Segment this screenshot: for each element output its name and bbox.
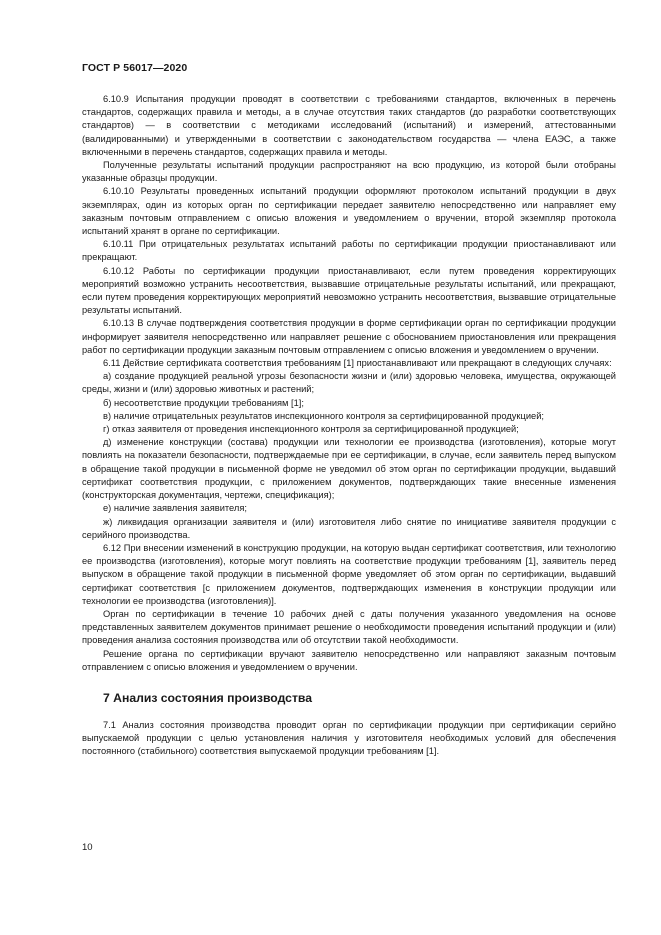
- list-item: е) наличие заявления заявителя;: [103, 503, 247, 514]
- paragraph: 7.1 Анализ состояния производства проводит орган по сертификации продукции при сертификации серийно выпускаемой продукции с целью установления наличия у изготовителя необходимых условий для обеспечения постоянного (стабильного) соответствия выпускаемой продукции требованиям [1].: [82, 719, 616, 757]
- paragraph: 6.11 Действие сертификата соответствия требованиям [1] приостанавливают или прекращают в следующих случаях:: [103, 358, 612, 369]
- page-number: 10: [82, 842, 93, 853]
- paragraph: Орган по сертификации в течение 10 рабочих дней с даты получения указанного уведомления на основе представленных заявителем документов принимает решение о необходимости проведения испытаний продукции и (или) проведения анализа состояния производства или об отсутствии такой необходимости.: [82, 608, 616, 646]
- list-item: б) несоответствие продукции требованиям [1];: [103, 397, 304, 408]
- standard-code-header: ГОСТ Р 56017—2020: [82, 62, 188, 74]
- list-item: ж) ликвидация организации заявителя и (или) изготовителя либо снятие по инициативе заявителя продукции с серийного производства.: [82, 516, 616, 540]
- list-item: а) создание продукцией реальной угрозы безопасности жизни и (или) здоровью человека, имущества, окружающей среды, жизни и (или) здоровью животных и растений;: [82, 371, 616, 395]
- list-item: в) наличие отрицательных результатов инспекционного контроля за сертифицированной продукцией;: [103, 410, 544, 421]
- body-text: [82, 93, 616, 759]
- paragraph: 6.10.12 Работы по сертификации продукции приостанавливают, если путем проведения корректирующих мероприятий возможно устранить несоответствия, вызвавшие отрицательные результаты испытаний, или прекращают, если путем проведения корректирующих мероприятий невозможно устранить несоответствия, вызвавшие отрицательные результаты испытаний.: [82, 265, 616, 316]
- section-heading: 7 Анализ состояния производства: [103, 690, 313, 705]
- paragraph: Решение органа по сертификации вручают заявителю непосредственно или направляют заказным почтовым отправлением с описью вложения и уведомлением о вручении.: [82, 648, 616, 672]
- paragraph: 6.10.11 При отрицательных результатах испытаний работы по сертификации продукции приостанавливают или прекращают.: [82, 239, 616, 263]
- list-item: г) отказ заявителя от проведения инспекционного контроля за сертифицированной продукцией;: [103, 424, 519, 435]
- paragraph: 6.12 При внесении изменений в конструкцию продукции, на которую выдан сертификат соответствия, или технологию ее производства (изготовления), которые могут повлиять на соответствие продукции требованиям [1], заявитель перед выпуском в обращение такой продукции в письменной форме уведомляет об этом орган по сертификации, выдавший сертификат соответствия [с приложением документов, подтверждающих изменения в конструкции продукции или технологии ее производства (изготовления)].: [82, 542, 616, 606]
- paragraph: 6.10.10 Результаты проведенных испытаний продукции оформляют протоколом испытаний продукции в двух экземплярах, один из которых орган по сертификации передает заявителю непосредственно или направляет ему заказным почтовым отправлением с описью вложения и уведомлением о вручении, второй экземпляр протокола испытаний хранят в органе по сертификации.: [82, 186, 616, 237]
- paragraph: 6.10.9 Испытания продукции проводят в соответствии с требованиями стандартов, включенных в перечень стандартов, содержащих правила и методы, а в случае отсутствия таких стандартов (до разработки соответствующих стандартов) — в соответствии с методиками исследований (испытаний) и измерений, аттестованными (валидированными) и утвержденными в соответствии с законодательством государства — члена ЕАЭС, а также включенными в перечень стандартов, содержащих правила и методы.: [82, 94, 616, 157]
- paragraph: Полученные результаты испытаний продукции распространяют на всю продукцию, из которой были отобраны указанные образцы продукции.: [82, 160, 616, 184]
- list-item: д) изменение конструкции (состава) продукции или технологии ее производства (изготовления), которые могут повлиять на показатели безопасности, подтверждаемые при ее сертификации, в случае, если заявитель перед выпуском в обращение такой продукции в письменной форме не уведомил об этом орган по сертификации продукции, выдавший сертификат соответствия продукции, с приложением документов, подтверждающих такие внесенные изменения (конструкторская документация, чертежи, спецификация);: [82, 437, 616, 501]
- paragraph: 6.10.13 В случае подтверждения соответствия продукции в форме сертификации орган по сертификации продукции информирует заявителя непосредственно или направляет решение с обоснованием приостановления или прекращения работ по сертификации продукции заказным почтовым отправлением с описью вложения и уведомлением о вручении.: [82, 318, 616, 355]
